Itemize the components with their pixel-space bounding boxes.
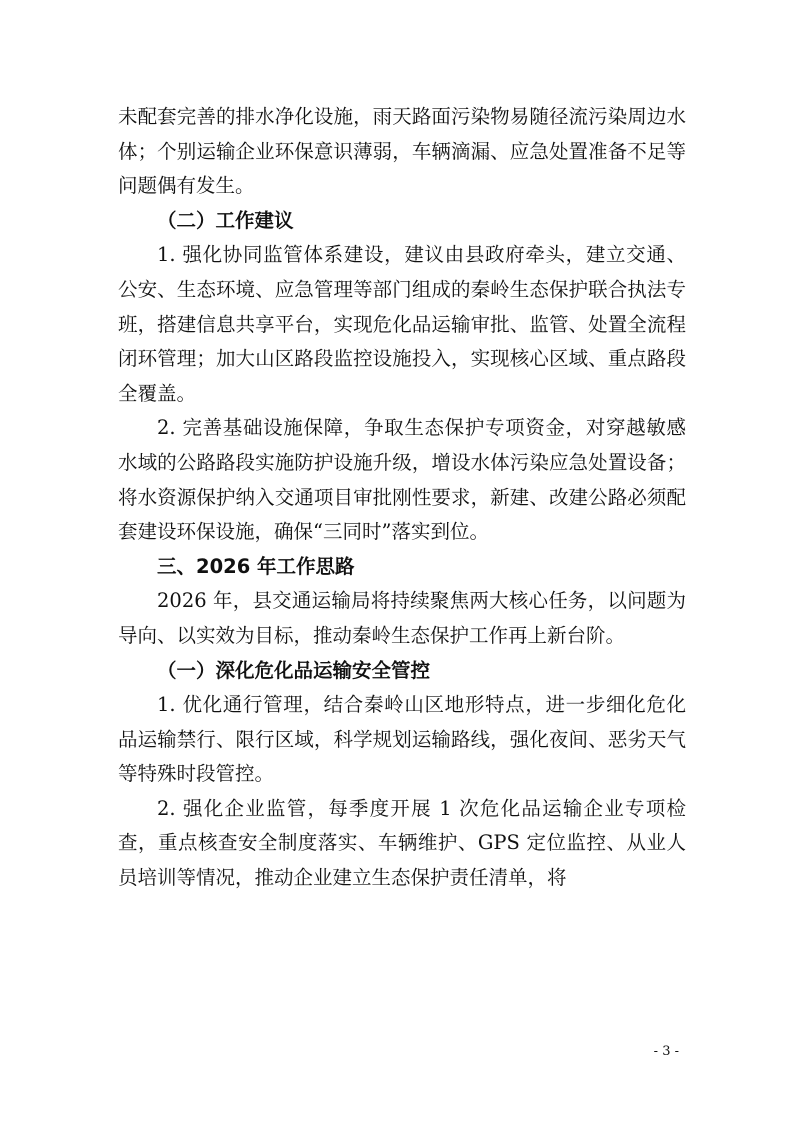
- paragraph-suggestion-2: 2. 完善基础设施保障，争取生态保护专项资金，对穿越敏感水域的公路路段实施防护设施升级，增设水体污染应急处置设备；将水资源保护纳入交通项目审批刚性要求，新建、改建公路必须配套建设环保设施，确保“三同时”落实到位。: [118, 416, 686, 544]
- section-heading-hazmat-control: （一）深化危化品运输安全管控: [157, 658, 431, 682]
- section-heading-work-suggestions: （二）工作建议: [157, 208, 294, 232]
- document-body: [118, 100, 686, 896]
- paragraph-2026-intro: 2026 年，县交通运输局将持续聚焦两大核心任务，以问题为导向、以实效为目标，推动秦岭生态保护工作再上新台阶。: [118, 589, 686, 647]
- paragraph-hazmat-1: 1. 优化通行管理，结合秦岭山区地形特点，进一步细化危化品运输禁行、限行区域，科学规划运输路线，强化夜间、恶劣天气等特殊时段管控。: [118, 693, 686, 786]
- paragraph-continuation: 未配套完善的排水净化设施，雨天路面污染物易随径流污染周边水体；个别运输企业环保意识薄弱，车辆滴漏、应急处置准备不足等问题偶有发生。: [118, 105, 686, 198]
- paragraph-hazmat-2: 2. 强化企业监管，每季度开展 1 次危化品运输企业专项检查，重点核查安全制度落实、车辆维护、GPS 定位监控、从业人员培训等情况，推动企业建立生态保护责任清单，将: [118, 796, 686, 890]
- section-heading-2026-plan: 三、2026 年工作思路: [157, 554, 355, 578]
- page-number: - 3 -: [653, 1044, 679, 1059]
- paragraph-suggestion-1: 1. 强化协同监管体系建设，建议由县政府牵头，建立交通、公安、生态环境、应急管理等部门组成的秦岭生态保护联合执法专班，搭建信息共享平台，实现危化品运输审批、监管、处置全流程闭环管理；加大山区路段监控设施投入，实现核心区域、重点路段全覆盖。: [118, 243, 686, 405]
